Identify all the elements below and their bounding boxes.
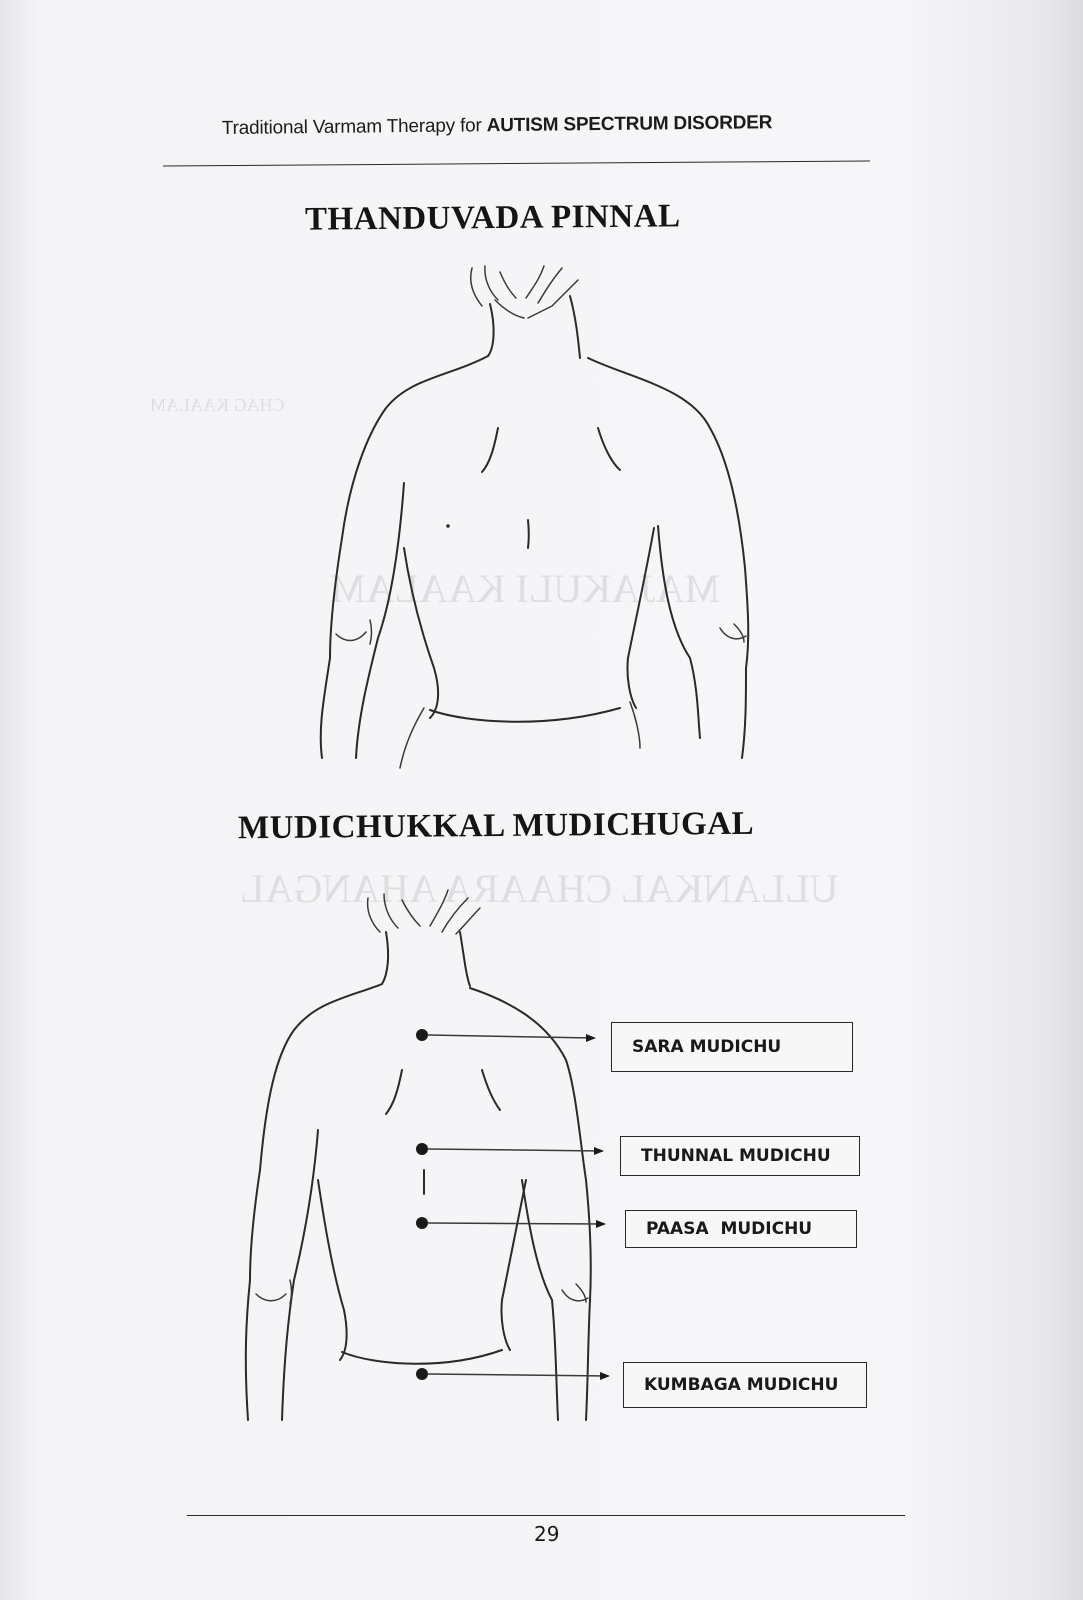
shoulder-blade-right	[482, 1070, 500, 1110]
elbow-right	[720, 624, 746, 642]
torso-dot	[446, 524, 450, 528]
section-title-thanduvada-pinnal: THANDUVADA PINNAL	[304, 198, 681, 238]
shoulder-blade-right	[598, 428, 620, 470]
spine-mark	[528, 520, 529, 548]
torso-right-side	[501, 1180, 526, 1350]
torso-left-side	[318, 1180, 347, 1360]
label-box-paasa-mudichu: PAASA MUDICHU	[625, 1210, 857, 1248]
arrowhead-sara-mudichu	[586, 1034, 596, 1042]
bleed-through-ghost-2: ULLANKAL CHAARA AHANGAL	[240, 866, 839, 911]
elbow-left	[256, 1280, 292, 1304]
arm-left-inner	[282, 1130, 318, 1420]
point-kumbaga-mudichu	[416, 1368, 428, 1380]
arm-right-inner	[658, 526, 700, 738]
arm-left-outer	[321, 538, 342, 758]
shoulder-right	[588, 358, 745, 568]
leader-kumbaga-mudichu	[428, 1374, 608, 1376]
point-sara-mudichu	[416, 1029, 428, 1041]
torso-back-figure-1	[300, 258, 770, 778]
neck-left	[488, 304, 494, 356]
neck-right	[570, 296, 580, 358]
bleed-through-ghost-3: CHAG KAALAM	[150, 395, 285, 415]
section-title-mudichukkal-mudichugal: MUDICHUKKAL MUDICHUGAL	[237, 805, 755, 847]
elbow-right	[562, 1284, 588, 1302]
running-header-emphasis: AUTISM SPECTRUM DISORDER	[486, 112, 773, 137]
arm-right-outer	[742, 568, 748, 758]
shoulder-blade-left	[386, 1070, 402, 1114]
bleed-through-ghost-1: MAJAKULI KAALAM	[330, 566, 720, 611]
label-box-thunnal-mudichu: THUNNAL MUDICHU	[620, 1136, 860, 1176]
arrowhead-paasa-mudichu	[596, 1220, 606, 1228]
label-box-kumbaga-mudichu: KUMBAGA MUDICHU	[623, 1362, 867, 1408]
hair-strokes	[471, 266, 578, 318]
hip-right	[630, 702, 640, 748]
arm-left-inner	[356, 483, 404, 758]
arrowhead-thunnal-mudichu	[594, 1147, 604, 1155]
hip-left	[400, 708, 424, 768]
running-header-prefix: Traditional Varmam Therapy for	[221, 115, 482, 140]
page-number: 29	[534, 1522, 560, 1546]
leader-thunnal-mudichu	[428, 1149, 602, 1151]
leader-paasa-mudichu	[428, 1223, 604, 1224]
running-header	[222, 112, 773, 140]
header-rule	[163, 161, 870, 167]
point-paasa-mudichu	[416, 1217, 428, 1229]
shoulder-left	[260, 984, 382, 1170]
neck-right	[460, 932, 470, 986]
waist-line	[430, 708, 620, 722]
point-thunnal-mudichu	[416, 1143, 428, 1155]
shoulder-blade-left	[482, 428, 498, 472]
arm-right-inner	[522, 1180, 558, 1420]
torso-left-side	[404, 548, 438, 718]
hair-strokes	[368, 890, 480, 934]
arrowhead-kumbaga-mudichu	[600, 1372, 610, 1380]
footer-rule	[187, 1515, 905, 1516]
shoulder-left	[342, 356, 488, 538]
neck-left	[382, 932, 388, 984]
torso-right-side	[627, 528, 654, 708]
label-box-sara-mudichu: SARA MUDICHU	[611, 1022, 853, 1072]
leader-sara-mudichu	[428, 1035, 594, 1038]
waist-line	[342, 1350, 502, 1364]
arm-right-outer	[586, 1180, 591, 1420]
elbow-left	[336, 620, 372, 644]
